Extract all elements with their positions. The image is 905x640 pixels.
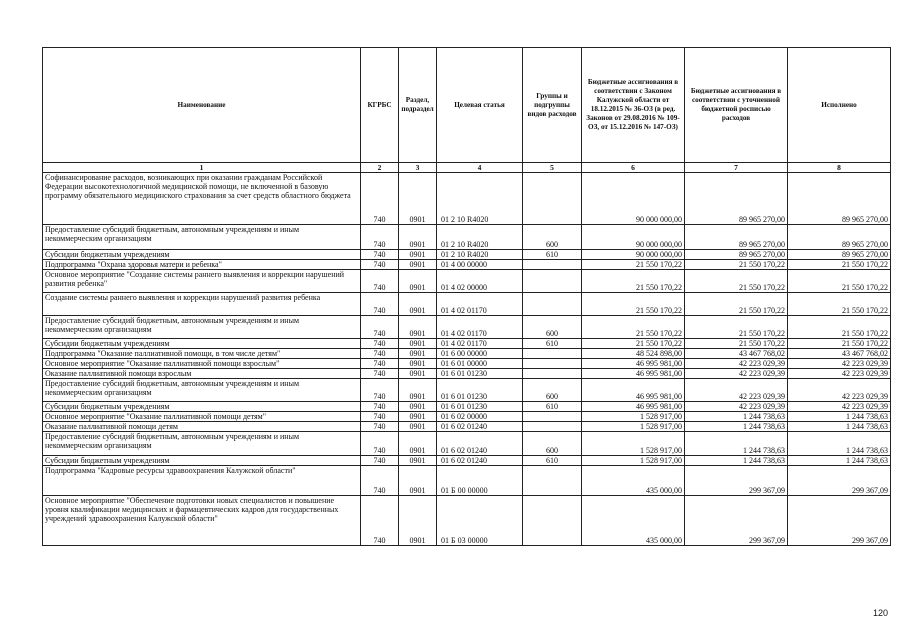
row-group bbox=[523, 466, 582, 496]
row-group: 610 bbox=[523, 402, 582, 412]
row-kgrbs: 740 bbox=[361, 225, 399, 250]
row-kgrbs: 740 bbox=[361, 270, 399, 293]
row-name: Предоставление субсидий бюджетным, автономным учреждениям и иным некоммерческим организациям bbox=[43, 379, 361, 402]
budget-table bbox=[42, 47, 891, 546]
row-kgrbs: 740 bbox=[361, 369, 399, 379]
row-razdel: 0901 bbox=[399, 379, 437, 402]
row-refined-amount: 299 367,09 bbox=[685, 466, 788, 496]
row-name: Предоставление субсидий бюджетным, автономным учреждениям и иным некоммерческим организациям bbox=[43, 225, 361, 250]
row-executed-amount: 1 244 738,63 bbox=[788, 456, 891, 466]
table-header-row bbox=[43, 48, 891, 163]
row-group: 610 bbox=[523, 250, 582, 260]
header-refined: Бюджетные ассигнования в соответствии с уточненной бюджетной росписью расходов bbox=[685, 48, 788, 163]
row-razdel: 0901 bbox=[399, 270, 437, 293]
header-name: Наименование bbox=[43, 48, 361, 163]
row-target: 01 2 10 R4020 bbox=[437, 250, 523, 260]
row-kgrbs: 740 bbox=[361, 339, 399, 349]
row-refined-amount: 42 223 029,39 bbox=[685, 359, 788, 369]
header-razdel: Раздел, подраздел bbox=[399, 48, 437, 163]
row-kgrbs: 740 bbox=[361, 412, 399, 422]
row-refined-amount: 21 550 170,22 bbox=[685, 260, 788, 270]
table-row bbox=[43, 293, 891, 316]
row-group bbox=[523, 369, 582, 379]
row-kgrbs: 740 bbox=[361, 402, 399, 412]
row-name: Оказание паллиативной помощи взрослым bbox=[43, 369, 361, 379]
column-number: 6 bbox=[582, 163, 685, 173]
row-executed-amount: 21 550 170,22 bbox=[788, 260, 891, 270]
column-number: 4 bbox=[437, 163, 523, 173]
row-refined-amount: 89 965 270,00 bbox=[685, 225, 788, 250]
row-refined-amount: 21 550 170,22 bbox=[685, 270, 788, 293]
row-target: 01 6 01 01230 bbox=[437, 402, 523, 412]
row-target: 01 Б 00 00000 bbox=[437, 466, 523, 496]
row-group bbox=[523, 412, 582, 422]
row-executed-amount: 89 965 270,00 bbox=[788, 173, 891, 225]
row-law-amount: 46 995 981,00 bbox=[582, 359, 685, 369]
row-name: Подпрограмма "Кадровые ресурсы здравоохранения Калужской области" bbox=[43, 466, 361, 496]
table-row bbox=[43, 173, 891, 225]
row-kgrbs: 740 bbox=[361, 456, 399, 466]
row-group: 610 bbox=[523, 339, 582, 349]
row-executed-amount: 42 223 029,39 bbox=[788, 379, 891, 402]
row-kgrbs: 740 bbox=[361, 173, 399, 225]
table-row bbox=[43, 225, 891, 250]
row-law-amount: 46 995 981,00 bbox=[582, 369, 685, 379]
row-group bbox=[523, 496, 582, 546]
table-row bbox=[43, 260, 891, 270]
row-target: 01 4 02 00000 bbox=[437, 270, 523, 293]
row-group bbox=[523, 270, 582, 293]
column-number: 3 bbox=[399, 163, 437, 173]
row-kgrbs: 740 bbox=[361, 293, 399, 316]
table-row bbox=[43, 369, 891, 379]
row-target: 01 2 10 R4020 bbox=[437, 225, 523, 250]
header-law: Бюджетные ассигнования в соответствии с Законом Калужской области от 18.12.2015 № 36-ОЗ (в ред. Законов от 29.08.2016 № 109-ОЗ, от 15.12.2016 № 147-ОЗ) bbox=[582, 48, 685, 163]
row-refined-amount: 89 965 270,00 bbox=[685, 250, 788, 260]
row-name: Подпрограмма "Оказание паллиативной помощи, в том числе детям" bbox=[43, 349, 361, 359]
row-razdel: 0901 bbox=[399, 349, 437, 359]
row-group: 600 bbox=[523, 225, 582, 250]
row-group bbox=[523, 349, 582, 359]
row-name: Предоставление субсидий бюджетным, автономным учреждениям и иным некоммерческим организациям bbox=[43, 432, 361, 456]
header-kgrbs: КГРБС bbox=[361, 48, 399, 163]
row-name: Создание системы раннего выявления и коррекции нарушений развития ребенка bbox=[43, 293, 361, 316]
row-refined-amount: 43 467 768,02 bbox=[685, 349, 788, 359]
row-razdel: 0901 bbox=[399, 402, 437, 412]
row-refined-amount: 1 244 738,63 bbox=[685, 456, 788, 466]
row-razdel: 0901 bbox=[399, 456, 437, 466]
row-executed-amount: 42 223 029,39 bbox=[788, 359, 891, 369]
row-law-amount: 21 550 170,22 bbox=[582, 316, 685, 339]
table-row bbox=[43, 316, 891, 339]
row-executed-amount: 43 467 768,02 bbox=[788, 349, 891, 359]
row-group: 600 bbox=[523, 432, 582, 456]
row-executed-amount: 42 223 029,39 bbox=[788, 402, 891, 412]
row-kgrbs: 740 bbox=[361, 379, 399, 402]
row-name: Субсидии бюджетным учреждениям bbox=[43, 250, 361, 260]
row-executed-amount: 1 244 738,63 bbox=[788, 422, 891, 432]
row-refined-amount: 1 244 738,63 bbox=[685, 432, 788, 456]
column-number: 2 bbox=[361, 163, 399, 173]
row-name: Основное мероприятие "Создание системы раннего выявления и коррекции нарушений развития ребенка" bbox=[43, 270, 361, 293]
row-refined-amount: 42 223 029,39 bbox=[685, 402, 788, 412]
row-executed-amount: 21 550 170,22 bbox=[788, 339, 891, 349]
row-name: Софинансирование расходов, возникающих при оказании гражданам Российской Федерации высокотехнологичной медицинской помощи, не включенной в базовую программу обязательного медицинского страхования за счет средств областного бюджета bbox=[43, 173, 361, 225]
table-row bbox=[43, 496, 891, 546]
row-executed-amount: 1 244 738,63 bbox=[788, 412, 891, 422]
table-row bbox=[43, 339, 891, 349]
row-law-amount: 1 528 917,00 bbox=[582, 412, 685, 422]
table-row bbox=[43, 270, 891, 293]
row-group bbox=[523, 260, 582, 270]
row-razdel: 0901 bbox=[399, 496, 437, 546]
row-law-amount: 21 550 170,22 bbox=[582, 293, 685, 316]
row-refined-amount: 21 550 170,22 bbox=[685, 293, 788, 316]
row-razdel: 0901 bbox=[399, 359, 437, 369]
column-number: 5 bbox=[523, 163, 582, 173]
row-law-amount: 435 000,00 bbox=[582, 496, 685, 546]
row-law-amount: 90 000 000,00 bbox=[582, 250, 685, 260]
row-razdel: 0901 bbox=[399, 339, 437, 349]
row-target: 01 6 02 00000 bbox=[437, 412, 523, 422]
table-row bbox=[43, 359, 891, 369]
table-row bbox=[43, 422, 891, 432]
row-executed-amount: 21 550 170,22 bbox=[788, 293, 891, 316]
row-law-amount: 435 000,00 bbox=[582, 466, 685, 496]
table-row bbox=[43, 432, 891, 456]
row-executed-amount: 1 244 738,63 bbox=[788, 432, 891, 456]
row-target: 01 6 02 01240 bbox=[437, 422, 523, 432]
row-kgrbs: 740 bbox=[361, 466, 399, 496]
row-law-amount: 46 995 981,00 bbox=[582, 379, 685, 402]
row-target: 01 6 01 00000 bbox=[437, 359, 523, 369]
row-name: Субсидии бюджетным учреждениям bbox=[43, 402, 361, 412]
row-law-amount: 1 528 917,00 bbox=[582, 422, 685, 432]
row-kgrbs: 740 bbox=[361, 432, 399, 456]
row-razdel: 0901 bbox=[399, 432, 437, 456]
row-law-amount: 46 995 981,00 bbox=[582, 402, 685, 412]
table-row bbox=[43, 412, 891, 422]
row-group bbox=[523, 359, 582, 369]
row-group bbox=[523, 173, 582, 225]
row-name: Основное мероприятие "Оказание паллиативной помощи детям" bbox=[43, 412, 361, 422]
row-target: 01 4 00 00000 bbox=[437, 260, 523, 270]
row-law-amount: 48 524 898,00 bbox=[582, 349, 685, 359]
row-target: 01 4 02 01170 bbox=[437, 293, 523, 316]
row-name: Подпрограмма "Охрана здоровья матери и ребенка" bbox=[43, 260, 361, 270]
table-row bbox=[43, 250, 891, 260]
row-executed-amount: 299 367,09 bbox=[788, 466, 891, 496]
table-body bbox=[43, 173, 891, 546]
row-razdel: 0901 bbox=[399, 260, 437, 270]
column-number: 7 bbox=[685, 163, 788, 173]
row-kgrbs: 740 bbox=[361, 260, 399, 270]
row-group bbox=[523, 422, 582, 432]
row-razdel: 0901 bbox=[399, 316, 437, 339]
row-target: 01 4 02 01170 bbox=[437, 339, 523, 349]
row-executed-amount: 21 550 170,22 bbox=[788, 270, 891, 293]
row-law-amount: 1 528 917,00 bbox=[582, 456, 685, 466]
row-group: 600 bbox=[523, 379, 582, 402]
row-target: 01 6 01 01230 bbox=[437, 379, 523, 402]
table-row bbox=[43, 402, 891, 412]
row-name: Субсидии бюджетным учреждениям bbox=[43, 339, 361, 349]
row-name: Основное мероприятие "Обеспечение подготовки новых специалистов и повышение уровня квалификации медицинских и фармацевтических кадров для государственных учреждений здравоохранения Калужской области" bbox=[43, 496, 361, 546]
page-number: 120 bbox=[873, 608, 889, 618]
header-executed: Исполнено bbox=[788, 48, 891, 163]
row-target: 01 6 02 01240 bbox=[437, 456, 523, 466]
row-target: 01 4 02 01170 bbox=[437, 316, 523, 339]
row-executed-amount: 89 965 270,00 bbox=[788, 225, 891, 250]
row-razdel: 0901 bbox=[399, 412, 437, 422]
column-number: 1 bbox=[43, 163, 361, 173]
row-razdel: 0901 bbox=[399, 173, 437, 225]
row-executed-amount: 21 550 170,22 bbox=[788, 316, 891, 339]
row-group: 610 bbox=[523, 456, 582, 466]
row-refined-amount: 1 244 738,63 bbox=[685, 422, 788, 432]
row-refined-amount: 42 223 029,39 bbox=[685, 379, 788, 402]
row-refined-amount: 42 223 029,39 bbox=[685, 369, 788, 379]
row-refined-amount: 89 965 270,00 bbox=[685, 173, 788, 225]
row-law-amount: 21 550 170,22 bbox=[582, 270, 685, 293]
row-target: 01 Б 03 00000 bbox=[437, 496, 523, 546]
row-razdel: 0901 bbox=[399, 422, 437, 432]
row-refined-amount: 1 244 738,63 bbox=[685, 412, 788, 422]
table-row bbox=[43, 456, 891, 466]
row-target: 01 6 01 01230 bbox=[437, 369, 523, 379]
row-kgrbs: 740 bbox=[361, 359, 399, 369]
row-law-amount: 90 000 000,00 bbox=[582, 225, 685, 250]
row-law-amount: 21 550 170,22 bbox=[582, 260, 685, 270]
budget-report-sheet bbox=[42, 47, 890, 546]
row-law-amount: 1 528 917,00 bbox=[582, 432, 685, 456]
row-group bbox=[523, 293, 582, 316]
row-refined-amount: 21 550 170,22 bbox=[685, 339, 788, 349]
column-number-row bbox=[43, 163, 891, 173]
row-kgrbs: 740 bbox=[361, 250, 399, 260]
row-executed-amount: 89 965 270,00 bbox=[788, 250, 891, 260]
row-name: Основное мероприятие "Оказание паллиативной помощи взрослым" bbox=[43, 359, 361, 369]
row-refined-amount: 21 550 170,22 bbox=[685, 316, 788, 339]
header-groups: Группы и подгруппы видов расходов bbox=[523, 48, 582, 163]
row-razdel: 0901 bbox=[399, 369, 437, 379]
row-kgrbs: 740 bbox=[361, 349, 399, 359]
row-refined-amount: 299 367,09 bbox=[685, 496, 788, 546]
table-row bbox=[43, 466, 891, 496]
row-razdel: 0901 bbox=[399, 466, 437, 496]
row-name: Субсидии бюджетным учреждениям bbox=[43, 456, 361, 466]
table-row bbox=[43, 349, 891, 359]
row-kgrbs: 740 bbox=[361, 316, 399, 339]
row-razdel: 0901 bbox=[399, 293, 437, 316]
row-group: 600 bbox=[523, 316, 582, 339]
row-name: Предоставление субсидий бюджетным, автономным учреждениям и иным некоммерческим организациям bbox=[43, 316, 361, 339]
row-executed-amount: 299 367,09 bbox=[788, 496, 891, 546]
row-kgrbs: 740 bbox=[361, 422, 399, 432]
row-target: 01 6 00 00000 bbox=[437, 349, 523, 359]
row-law-amount: 90 000 000,00 bbox=[582, 173, 685, 225]
column-number: 8 bbox=[788, 163, 891, 173]
table-row bbox=[43, 379, 891, 402]
row-razdel: 0901 bbox=[399, 250, 437, 260]
row-name: Оказание паллиативной помощи детям bbox=[43, 422, 361, 432]
row-kgrbs: 740 bbox=[361, 496, 399, 546]
row-razdel: 0901 bbox=[399, 225, 437, 250]
header-target: Целевая статья bbox=[437, 48, 523, 163]
row-target: 01 2 10 R4020 bbox=[437, 173, 523, 225]
row-target: 01 6 02 01240 bbox=[437, 432, 523, 456]
row-executed-amount: 42 223 029,39 bbox=[788, 369, 891, 379]
row-law-amount: 21 550 170,22 bbox=[582, 339, 685, 349]
